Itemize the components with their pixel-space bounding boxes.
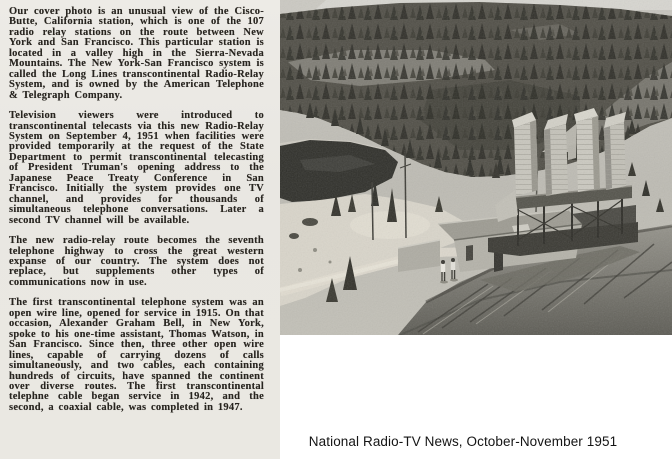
article-paragraph-2: Television viewers were introduced to transcontinental telecasts via this new Radio-Relay System on September 4, 1951 when facilities were provided temporarily at the request of the State Department to permit transcontinental telecasting of President Truman's opening address to the Japanese Peace Treaty Conference in San Francisco. Initially the system provides one TV channel, and provides for thousands of simultaneous telephone conversations. Later a second TV channel will be available. — [9, 110, 264, 226]
article-paragraph-1: Our cover photo is an unusual view of the Cisco-Butte, California station, which is one of the 107 radio relay stations on the route between New York and San Francisco. This particular station is located in a valley high in the Sierra-Nevada Mountains. The New York-San Francisco system is called the Long Lines transcontinental Radio-Relay System, and is owned by the American Telephone & Telegraph Company. — [9, 6, 264, 101]
article-column — [0, 0, 280, 459]
article-paragraph-4: The first transcontinental telephone system was an open wire line, opened for service in 1915. On that occasion, Alexander Graham Bell, in New York, spoke to his one-time assistant, Thomas Watson, in San Francisco. Since then, three other open wire lines, capable of carrying dozens of calls simultaneously, and two cables, each containing hundreds of circuits, have spanned the continent over diverse routes. The first transcontinental telephne cable began service in 1942, and the second, a coaxial cable, was completed in 1947. — [9, 297, 264, 413]
photo-caption: National Radio-TV News, October-November 1951 — [308, 434, 618, 449]
photo-grain — [280, 0, 672, 335]
cover-photo — [280, 0, 672, 335]
article-paragraph-3: The new radio-relay route becomes the seventh telephone highway to cross the great western expanse of our country. The system does not replace, but supplements other types of communications now in use. — [9, 235, 264, 288]
